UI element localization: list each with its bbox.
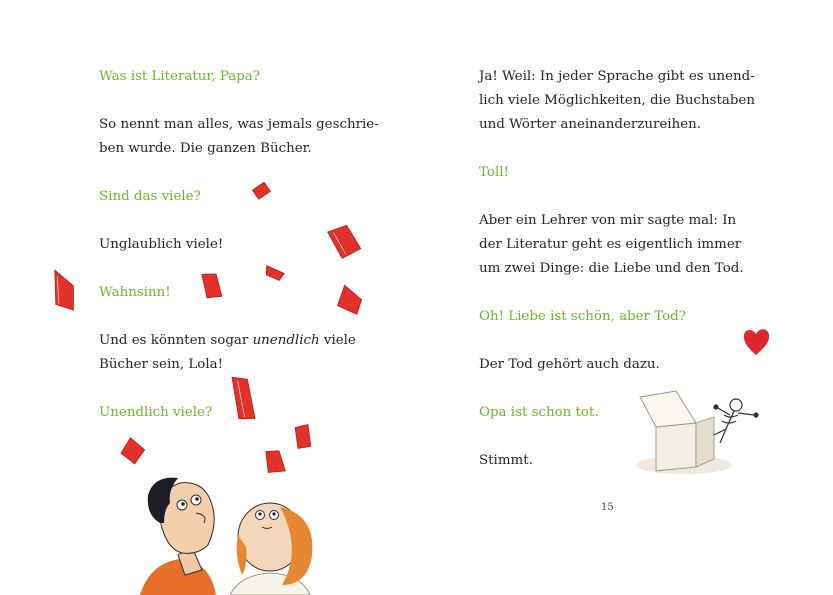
red-book-icon bbox=[232, 375, 255, 421]
red-book-icon bbox=[328, 222, 362, 259]
dialogue-line-parent: lich viele Möglichkeiten, die Buchstaben bbox=[479, 93, 755, 108]
dialogue-line-parent: So nennt man alles, was jemals geschrie- bbox=[99, 117, 379, 132]
dialogue-line-parent: der Literatur geht es eigentlich immer bbox=[479, 237, 742, 252]
skeleton bbox=[714, 399, 758, 443]
red-book-icon bbox=[51, 270, 76, 310]
red-book-icon bbox=[295, 424, 311, 448]
box-front bbox=[656, 423, 696, 471]
text-segment: viele bbox=[319, 333, 356, 348]
dialogue-line-parent: Stimmt. bbox=[479, 453, 533, 468]
dialogue-line-parent: Bücher sein, Lola! bbox=[99, 357, 223, 372]
red-book-icon bbox=[202, 272, 222, 299]
box-lid bbox=[640, 391, 696, 427]
red-book-icon bbox=[252, 182, 271, 200]
skeleton-box-illustration bbox=[634, 385, 764, 480]
emphasized-word: unendlich bbox=[252, 333, 320, 348]
dialogue-line-parent: und Wörter aneinanderzureihen. bbox=[479, 117, 702, 132]
dialogue-line-child: Oh! Liebe ist schön, aber Tod? bbox=[479, 309, 686, 324]
red-book-icon bbox=[264, 266, 285, 282]
text-segment: Und es könnten sogar bbox=[99, 333, 253, 348]
father-and-child-illustration bbox=[130, 475, 330, 595]
dialogue-line-child: Wahnsinn! bbox=[99, 285, 171, 300]
red-book-icon bbox=[119, 437, 146, 465]
box-side bbox=[696, 417, 714, 467]
dialogue-line-child: Toll! bbox=[479, 165, 509, 180]
dialogue-line-child: Was ist Literatur, Papa? bbox=[99, 69, 260, 84]
left-page bbox=[0, 0, 416, 595]
dialogue-line-child: Sind das viele? bbox=[99, 189, 201, 204]
dialogue-line-parent: ben wurde. Die ganzen Bücher. bbox=[99, 141, 312, 156]
father-body bbox=[140, 559, 216, 595]
dialogue-line-parent: Der Tod gehört auch dazu. bbox=[479, 357, 660, 372]
dialogue-line-parent: Unglaublich viele! bbox=[99, 237, 224, 252]
dialogue-line-child: Unendlich viele? bbox=[99, 405, 213, 420]
dialogue-line-parent: um zwei Dinge: die Liebe und den Tod. bbox=[479, 261, 744, 276]
red-book-icon bbox=[334, 285, 366, 316]
heart-icon bbox=[742, 326, 772, 358]
right-page bbox=[416, 0, 833, 595]
dialogue-line-child: Opa ist schon tot. bbox=[479, 405, 599, 420]
page-number: 15 bbox=[601, 502, 614, 513]
dialogue-line-parent: Aber ein Lehrer von mir sagte mal: In bbox=[479, 213, 737, 228]
red-book-icon bbox=[264, 448, 285, 474]
dialogue-line-parent: Ja! Weil: In jeder Sprache gibt es unend- bbox=[479, 69, 755, 84]
